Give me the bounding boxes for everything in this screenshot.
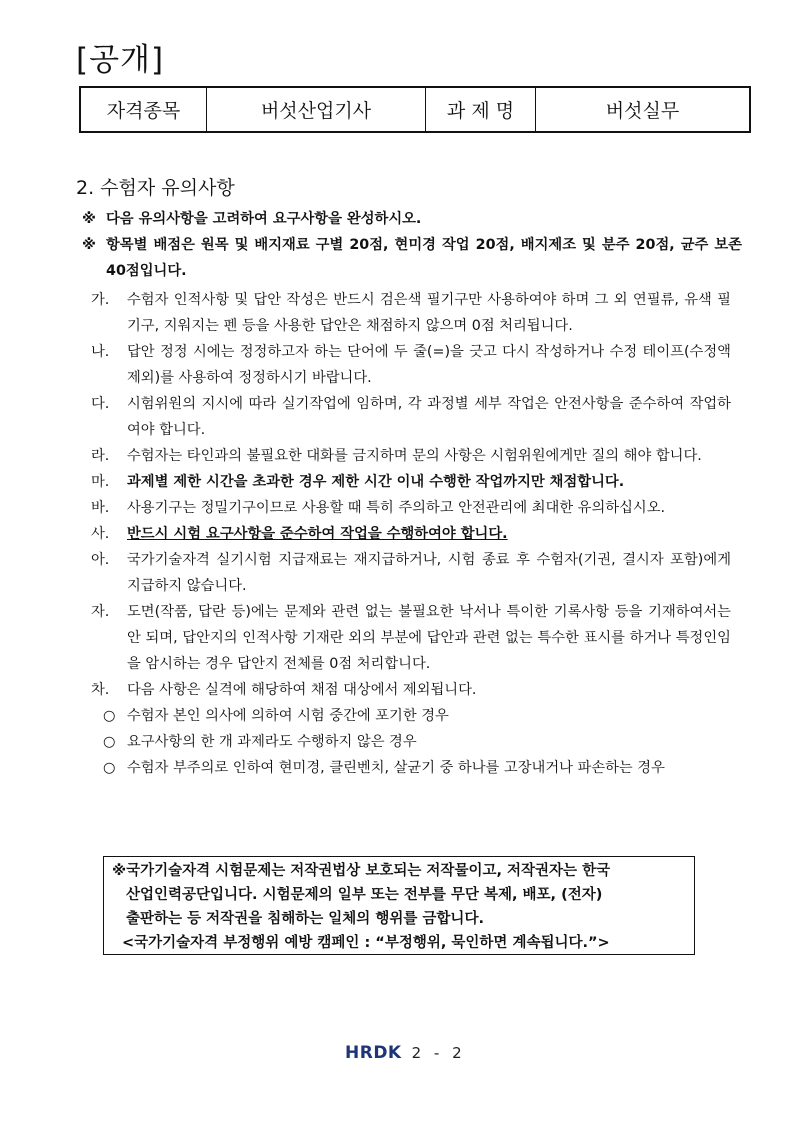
item-text: 수험자 인적사항 및 답안 작성은 반드시 검은색 필기구만 사용하여야 하며 그 외 연필류, 유색 필기구, 지워지는 펜 등을 사용한 답안은 채점하지 않으며 0점 처리됩니다. xyxy=(127,292,731,334)
item-label: 가. xyxy=(91,292,110,308)
copyright-line: 산업인력공단입니다. 시험문제의 일부 또는 전부를 무단 복제, 배포, (전자) xyxy=(126,887,603,903)
item-text: 수험자 부주의로 인하여 현미경, 클린벤치, 살균기 중 하나를 고장내거나 파손하는 경우 xyxy=(127,760,665,776)
value-qualification: 버섯산업기사 xyxy=(207,87,426,132)
notes-list xyxy=(82,206,742,284)
note-mark: ※ xyxy=(82,237,96,253)
hrdk-logo: HRDK xyxy=(345,1043,402,1063)
exam-info-table xyxy=(79,86,751,133)
item-text: 반드시 시험 요구사항을 준수하여 작업을 수행하여야 합니다. xyxy=(127,526,508,542)
item-label: 바. xyxy=(91,500,110,516)
note-text: 다음 유의사항을 고려하여 요구사항을 완성하시오. xyxy=(106,211,422,227)
item-label: 다. xyxy=(91,396,110,412)
list-item xyxy=(91,339,731,391)
item-text: 시험위원의 지시에 따라 실기작업에 임하며, 각 과정별 세부 작업은 안전사항을 준수하여 작업하여야 합니다. xyxy=(127,396,731,438)
item-text: 다음 사항은 실격에 해당하여 채점 대상에서 제외됩니다. xyxy=(127,682,477,698)
item-text: 요구사항의 한 개 과제라도 수행하지 않은 경우 xyxy=(127,734,417,750)
note-mark: ※ xyxy=(82,211,96,227)
copyright-line: 출판하는 등 저작권을 침해하는 일체의 행위를 금합니다. xyxy=(126,911,484,927)
item-label: 차. xyxy=(91,682,110,698)
note-item xyxy=(82,232,742,284)
disqualification-list xyxy=(103,703,731,781)
label-qualification: 자격종목 xyxy=(80,87,207,132)
list-item xyxy=(91,287,731,339)
label-task-name: 과 제 명 xyxy=(426,87,536,132)
item-text: 수험자는 타인과의 불필요한 대화를 금지하며 문의 사항은 시험위원에게만 질의 해야 합니다. xyxy=(127,448,702,464)
item-text: 수험자 본인 의사에 의하여 시험 중간에 포기한 경우 xyxy=(127,708,449,724)
item-label: 사. xyxy=(91,526,110,542)
list-item xyxy=(91,495,731,521)
page-number: 2 - 2 xyxy=(411,1044,466,1062)
copyright-notice-box xyxy=(103,856,695,955)
item-text: 사용기구는 정밀기구이므로 사용할 때 특히 주의하고 안전관리에 최대한 유의하십시오. xyxy=(127,500,666,516)
copyright-line: ※국가기술자격 시험문제는 저작권법상 보호되는 저작물이고, 저작권자는 한국 xyxy=(112,863,611,879)
item-text: 답안 정정 시에는 정정하고자 하는 단어에 두 줄(=)을 긋고 다시 작성하거나 수정 테이프(수정액 제외)를 사용하여 정정하시기 바랍니다. xyxy=(127,344,731,386)
note-item xyxy=(82,206,742,232)
list-item xyxy=(91,599,731,677)
item-text: 국가기술자격 실기시험 지급재료는 재지급하거나, 시험 종료 후 수험자(기권, 결시자 포함)에게 지급하지 않습니다. xyxy=(127,552,731,594)
list-item xyxy=(91,547,731,599)
list-item xyxy=(103,755,731,781)
page-footer xyxy=(345,1043,466,1063)
item-label: 라. xyxy=(91,448,110,464)
value-task-name: 버섯실무 xyxy=(536,87,751,132)
list-item xyxy=(103,729,731,755)
circle-bullet-icon: ○ xyxy=(103,760,116,776)
circle-bullet-icon: ○ xyxy=(103,708,116,724)
section-title: 2. 수험자 유의사항 xyxy=(76,177,235,199)
item-text: 과제별 제한 시간을 초과한 경우 제한 시간 이내 수행한 작업까지만 채점합니다. xyxy=(127,474,625,490)
public-tag: [공개] xyxy=(76,42,165,78)
campaign-line: <국가기술자격 부정행위 예방 캠페인 : “부정행위, 묵인하면 계속됩니다.”> xyxy=(122,935,610,951)
item-label: 마. xyxy=(91,474,110,490)
circle-bullet-icon: ○ xyxy=(103,734,116,750)
precautions-list xyxy=(91,287,731,781)
list-item xyxy=(103,703,731,729)
item-label: 아. xyxy=(91,552,110,568)
list-item xyxy=(91,391,731,443)
list-item xyxy=(91,469,731,495)
list-item xyxy=(91,443,731,469)
list-item xyxy=(91,521,731,547)
item-text: 도면(작품, 답란 등)에는 문제와 관련 없는 불필요한 낙서나 특이한 기록사항 등을 기재하여서는 안 되며, 답안지의 인적사항 기재란 외의 부분에 답안과 관련 없는 특수한 표시를 하거나 특정인임을 암시하는 경우 답안지 전체를 0점 처리합니다. xyxy=(127,604,731,672)
list-item xyxy=(91,677,731,703)
item-label: 나. xyxy=(91,344,110,360)
note-text: 항목별 배점은 원목 및 배지재료 구별 20점, 현미경 작업 20점, 배지제조 및 분주 20점, 균주 보존 40점입니다. xyxy=(106,237,742,279)
item-label: 자. xyxy=(91,604,110,620)
